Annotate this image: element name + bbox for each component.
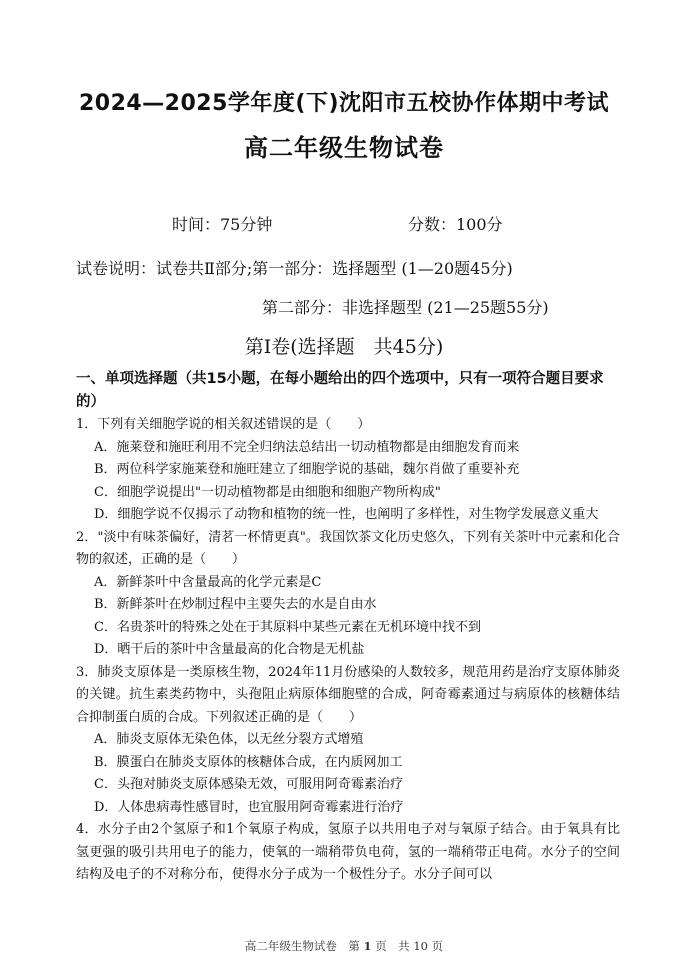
exam-description-line2: 第二部分：非选择题型 (21—25题55分) [262, 298, 549, 317]
question-option: D．人体患病毒性感冒时，也宜服用阿奇霉素进行治疗 [94, 799, 404, 815]
question-stem: 4．水分子由2个氢原子和1个氧原子构成，氢原子以共用电子对与氧原子结合。由于氧具有比氢更强的吸引共用电子的能力，使氧的一端稍带负电荷，氢的一端稍带正电荷。水分子的空间结构及电子的不对称分布，使得水分子成为一个极性分子。水分子间可以 [76, 822, 620, 882]
question-area [76, 368, 620, 887]
question-option: B．两位科学家施莱登和施旺建立了细胞学说的基础，魏尔肖做了重要补充 [94, 462, 520, 477]
page-footer [0, 938, 688, 954]
exam-subtitle: 高二年级生物试卷 [244, 134, 444, 162]
section-heading: 一、单项选择题（共15小题，在每小题给出的四个选项中，只有一项符合题目要求的） [76, 371, 604, 410]
volume-title: 第Ⅰ卷(选择题 共45分) [244, 336, 444, 358]
question-3 [76, 662, 620, 820]
question-stem: 2．"淡中有味茶偏好，清茗一杯情更真"。我国饮茶文化历史悠久，下列有关茶叶中元素和化合物的叙述，正确的是（ ） [76, 529, 620, 567]
footer-suffix: 页 [431, 939, 444, 953]
question-option: D．晒干后的茶叶中含量最高的化合物是无机盐 [94, 642, 365, 657]
question-2 [76, 527, 620, 662]
exam-title: 2024—2025学年度(下)沈阳市五校协作体期中考试 [78, 91, 610, 116]
question-stem: 1．下列有关细胞学说的相关叙述错误的是（ ） [76, 417, 371, 432]
footer-prefix: 高二年级生物试卷 第 [244, 939, 360, 953]
question-option: C．头孢对肺炎支原体感染无效，可服用阿奇霉素治疗 [94, 777, 403, 792]
footer-middle: 页 共 [375, 939, 410, 953]
footer-page-number: 1 [363, 939, 372, 953]
exam-score: 分数：100分 [408, 215, 503, 234]
question-option: A．肺炎支原体无染色体，以无丝分裂方式增殖 [94, 732, 364, 747]
question-option: C．细胞学说提出"一切动植物都是由细胞和细胞产物所构成" [94, 484, 441, 500]
question-1 [76, 414, 620, 527]
exam-description-line1: 试卷说明：试卷共Ⅱ部分;第一部分：选择题型 (1—20题45分) [76, 259, 513, 278]
exam-time: 时间：75分钟 [172, 215, 273, 234]
question-option: B．膜蛋白在肺炎支原体的核糖体合成，在内质网加工 [94, 754, 403, 770]
question-option: A．施莱登和施旺利用不完全归纳法总结出一切动植物都是由细胞发育而来 [94, 439, 520, 455]
question-option: B．新鲜茶叶在炒制过程中主要失去的水是自由水 [94, 597, 377, 612]
question-stem: 3．肺炎支原体是一类原核生物，2024年11月份感染的人数较多，规范用药是治疗支原体肺炎的关键。抗生素类药物中，头孢阻止病原体细胞壁的合成，阿奇霉素通过与病原体的核糖体结合抑制蛋白质的合成。下列叙述正确的是（ ） [76, 664, 620, 725]
question-option: C．名贵茶叶的特殊之处在于其原料中某些元素在无机环境中找不到 [94, 619, 481, 635]
footer-total-pages: 10 [413, 939, 428, 953]
question-option: D．细胞学说不仅揭示了动物和植物的统一性，也阐明了多样性，对生物学发展意义重大 [94, 507, 599, 522]
question-4 [76, 819, 620, 887]
question-option: A．新鲜茶叶中含量最高的化学元素是C [94, 574, 322, 590]
